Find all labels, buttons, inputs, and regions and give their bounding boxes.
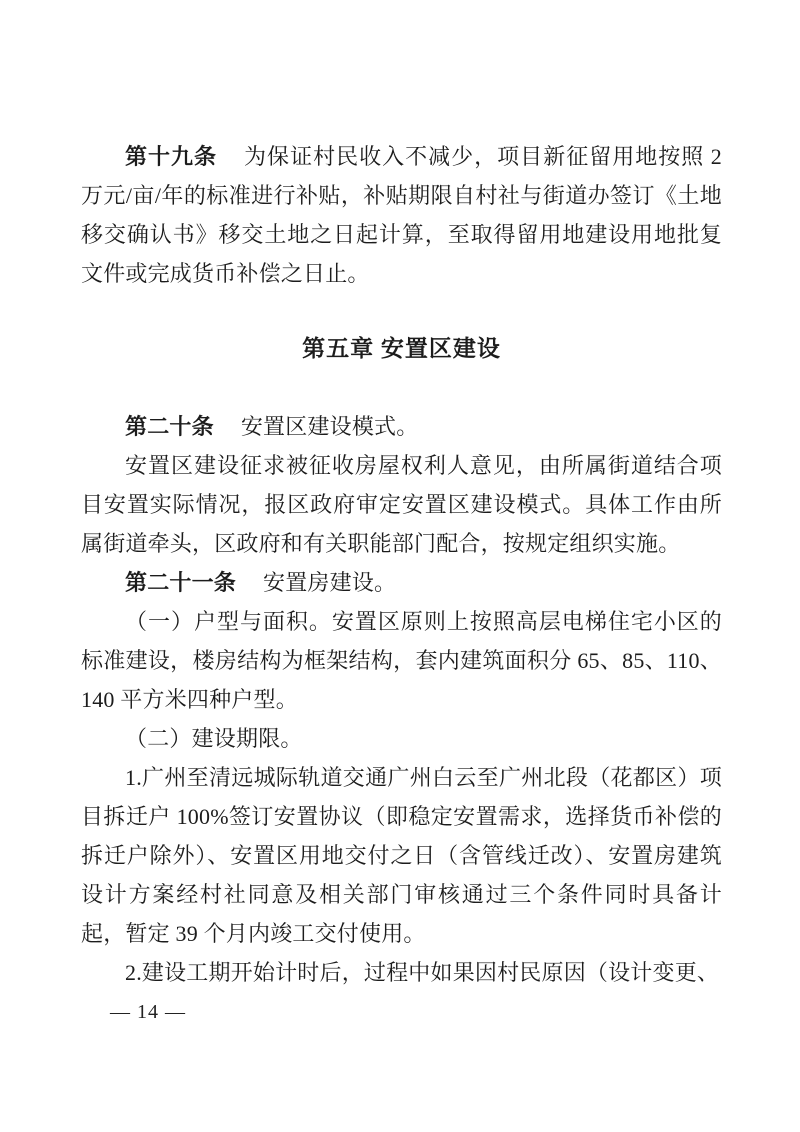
article-19-paragraph [81,137,722,293]
article-19-text: 为保证村民收入不减少，项目新征留用地按照 2万元/亩/年的标准进行补贴，补贴期限自村社与街道办签订《土地移交确认书》移交土地之日起计算，至取得留用地建设用地批复文件或完成货币补偿之日止。 [81,144,722,286]
article-20-body: 安置区建设征求被征收房屋权利人意见，由所属街道结合项目安置实际情况，报区政府审定安置区建设模式。具体工作由所属街道牵头，区政府和有关职能部门配合，按规定组织实施。 [81,453,722,556]
article-20-title-line [81,407,722,446]
article-21-title: 安置房建设。 [263,570,397,595]
article-21-number: 第二十一条 [125,570,237,595]
article-19-number: 第十九条 [125,144,218,169]
article-21-item-1: （一）户型与面积。安置区原则上按照高层电梯住宅小区的标准建设，楼房结构为框架结构，套内建筑面积分 65、85、110、140 平方米四种户型。 [81,609,722,712]
article-21-item-2-sub-1: 1.广州至清远城际轨道交通广州白云至广州北段（花都区）项目拆迁户 100%签订安置协议（即稳定安置需求，选择货币补偿的拆迁户除外）、安置区用地交付之日（含管线迁改）、安置房建筑设计方案经村社同意及相关部门审核通过三个条件同时具备计起，暂定 39 个月内竣工交付使用。 [81,765,722,946]
article-21-item-2: （二）建设期限。 [125,726,303,751]
article-20-title: 安置区建设模式。 [240,414,419,439]
article-21-title-line [81,563,722,602]
page-number: — 14 — [110,1001,186,1023]
chapter-5-heading: 第五章 安置区建设 [302,336,501,361]
document-body [81,137,722,992]
article-21-item-2-sub-2: 2.建设工期开始计时后，过程中如果因村民原因（设计变更、 [125,960,720,985]
article-20-number: 第二十条 [125,414,214,439]
